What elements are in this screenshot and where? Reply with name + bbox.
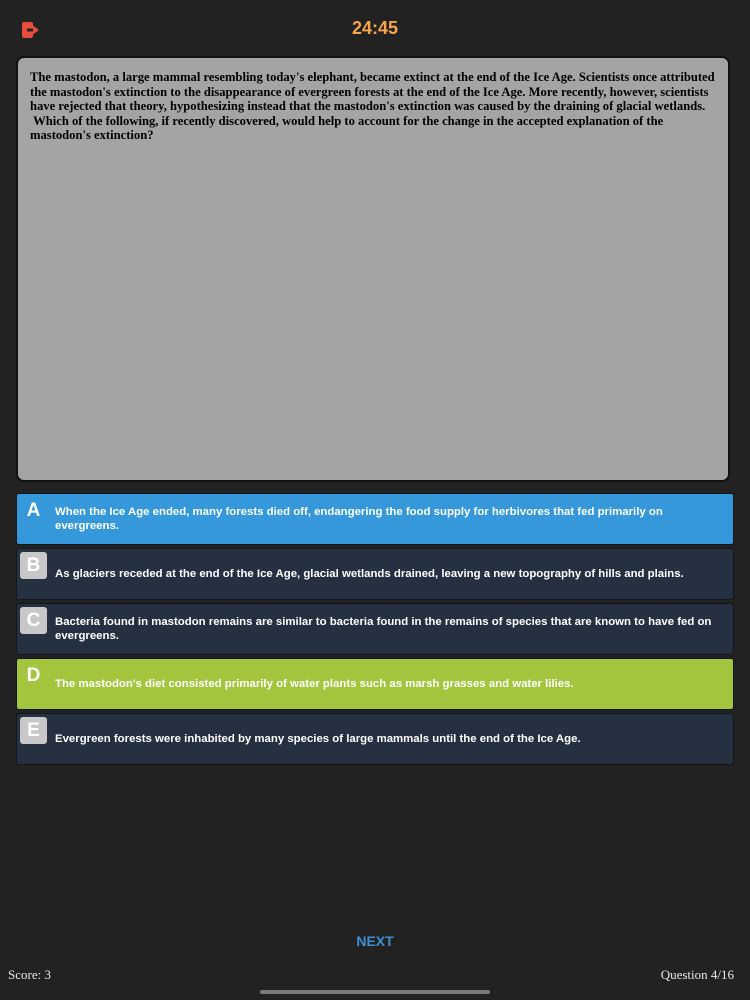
answer-text: The mastodon's diet consisted primarily of water plants such as marsh grasses and water lilies. <box>55 678 574 690</box>
answer-letter: C <box>20 607 47 634</box>
answer-letter: B <box>20 552 47 579</box>
question-counter: Question 4/16 <box>660 967 734 982</box>
answer-text: Bacteria found in mastodon remains are similar to bacteria found in the remains of species that are known to have fed on evergreens. <box>55 616 712 642</box>
answer-option-e[interactable] <box>16 713 734 765</box>
answer-text: Evergreen forests were inhabited by many species of large mammals until the end of the Ice Age. <box>55 733 581 745</box>
next-button[interactable]: NEXT <box>356 933 394 949</box>
answer-letter: D <box>26 664 41 686</box>
question-text: The mastodon, a large mammal resembling today's elephant, became extinct at the end of the Ice Age. Scientists once attributed the mastodon's extinction to the disappearance of evergreen forests at the end of the Ice Age. More recently, however, scientists have rejected that theory, hypothesizing instead that the mastodon's extinction was caused by the draining of glacial wetlands. Which of the following, if recently discovered, would help to account for the change in the accepted explanation of the mastodon's extinction? <box>30 70 715 143</box>
answer-option-a[interactable] <box>16 493 734 545</box>
score-label: Score: 3 <box>8 967 51 982</box>
answer-text: When the Ice Age ended, many forests died off, endangering the food supply for herbivores that fed primarily on evergreens. <box>55 506 663 532</box>
answer-letter: E <box>20 717 47 744</box>
answer-text: As glaciers receded at the end of the Ice Age, glacial wetlands drained, leaving a new topography of hills and plains. <box>55 568 684 580</box>
home-indicator[interactable] <box>260 990 490 994</box>
question-panel <box>16 56 730 482</box>
answer-option-c[interactable] <box>16 603 734 655</box>
answer-option-d[interactable] <box>16 658 734 710</box>
answer-letter: A <box>26 499 41 521</box>
timer: 24:45 <box>351 18 399 38</box>
answer-list <box>16 493 734 768</box>
answer-option-b[interactable] <box>16 548 734 600</box>
